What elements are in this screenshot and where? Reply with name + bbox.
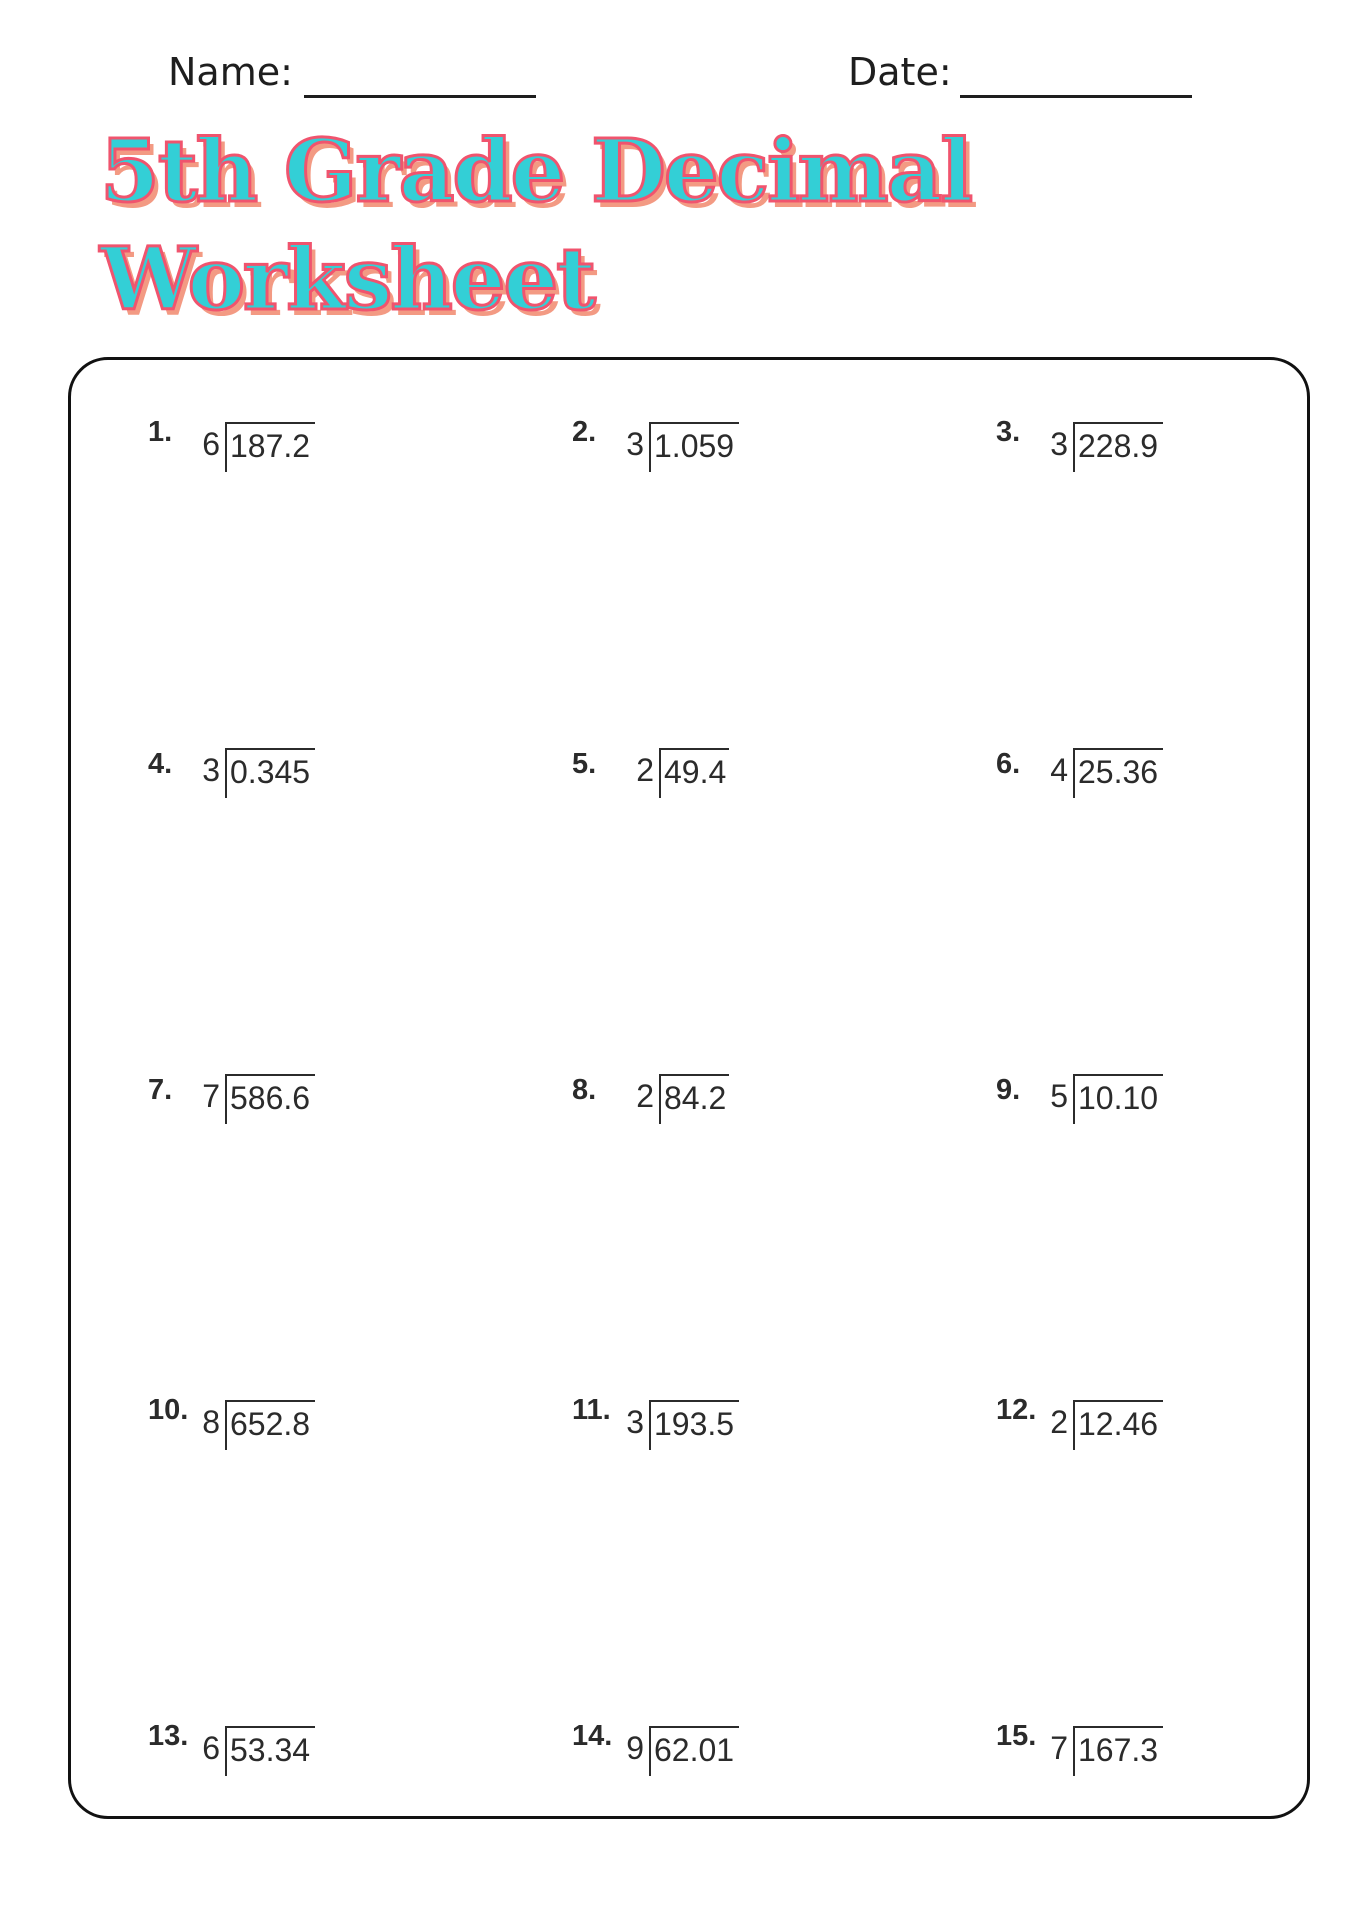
dividend: 1.059 bbox=[654, 428, 735, 464]
divisor: 7 bbox=[202, 1078, 220, 1114]
divisor: 3 bbox=[626, 1404, 644, 1440]
dividend: 53.34 bbox=[230, 1732, 311, 1768]
problem-2 bbox=[572, 418, 832, 478]
problem-12 bbox=[996, 1396, 1256, 1456]
date-label: Date: bbox=[848, 50, 952, 94]
problem-number: 4. bbox=[148, 748, 173, 780]
problem-number: 8. bbox=[572, 1074, 597, 1106]
problem-13 bbox=[148, 1722, 408, 1782]
dividend: 49.4 bbox=[664, 754, 727, 790]
problem-3 bbox=[996, 418, 1256, 478]
name-label: Name: bbox=[168, 50, 293, 94]
problem-number: 13. bbox=[148, 1720, 189, 1752]
problem-11 bbox=[572, 1396, 832, 1456]
dividend: 10.10 bbox=[1078, 1080, 1159, 1116]
worksheet-title bbox=[100, 118, 971, 334]
problem-10 bbox=[148, 1396, 408, 1456]
divisor: 8 bbox=[202, 1404, 220, 1440]
dividend: 193.5 bbox=[654, 1406, 735, 1442]
problem-number: 14. bbox=[572, 1720, 613, 1752]
problem-number: 15. bbox=[996, 1720, 1037, 1752]
problem-4 bbox=[148, 744, 408, 804]
divisor: 4 bbox=[1050, 752, 1068, 788]
dividend: 167.3 bbox=[1078, 1732, 1159, 1768]
problem-7 bbox=[148, 1070, 408, 1130]
problem-6 bbox=[996, 744, 1256, 804]
dividend: 12.46 bbox=[1078, 1406, 1159, 1442]
problem-number: 2. bbox=[572, 416, 597, 448]
title-line-2: Worksheet bbox=[100, 229, 594, 330]
dividend: 228.9 bbox=[1078, 428, 1159, 464]
dividend: 187.2 bbox=[230, 428, 311, 464]
problem-number: 12. bbox=[996, 1394, 1037, 1426]
problem-number: 11. bbox=[572, 1394, 611, 1426]
divisor: 3 bbox=[1050, 426, 1068, 462]
divisor: 7 bbox=[1050, 1730, 1068, 1766]
dividend: 25.36 bbox=[1078, 754, 1159, 790]
divisor: 9 bbox=[626, 1730, 644, 1766]
divisor: 3 bbox=[626, 426, 644, 462]
problem-8 bbox=[572, 1070, 832, 1130]
problem-number: 5. bbox=[572, 748, 597, 780]
dividend: 652.8 bbox=[230, 1406, 311, 1442]
problem-15 bbox=[996, 1722, 1256, 1782]
problem-number: 7. bbox=[148, 1074, 173, 1106]
dividend: 84.2 bbox=[664, 1080, 727, 1116]
dividend: 586.6 bbox=[230, 1080, 311, 1116]
date-blank-line[interactable] bbox=[960, 95, 1192, 98]
dividend: 0.345 bbox=[230, 754, 311, 790]
divisor: 3 bbox=[202, 752, 220, 788]
title-line-1: 5th Grade Decimal bbox=[100, 121, 972, 222]
problem-9 bbox=[996, 1070, 1256, 1130]
problem-5 bbox=[572, 744, 832, 804]
problem-number: 1. bbox=[148, 416, 173, 448]
divisor: 5 bbox=[1050, 1078, 1068, 1114]
problem-number: 3. bbox=[996, 416, 1021, 448]
problem-1 bbox=[148, 418, 408, 478]
problem-number: 9. bbox=[996, 1074, 1021, 1106]
problem-number: 6. bbox=[996, 748, 1021, 780]
dividend: 62.01 bbox=[654, 1732, 735, 1768]
divisor: 2 bbox=[636, 752, 654, 788]
problem-number: 10. bbox=[148, 1394, 189, 1426]
divisor: 6 bbox=[202, 426, 220, 462]
problem-14 bbox=[572, 1722, 832, 1782]
divisor: 6 bbox=[202, 1730, 220, 1766]
name-blank-line[interactable] bbox=[304, 95, 536, 98]
divisor: 2 bbox=[636, 1078, 654, 1114]
divisor: 2 bbox=[1050, 1404, 1068, 1440]
